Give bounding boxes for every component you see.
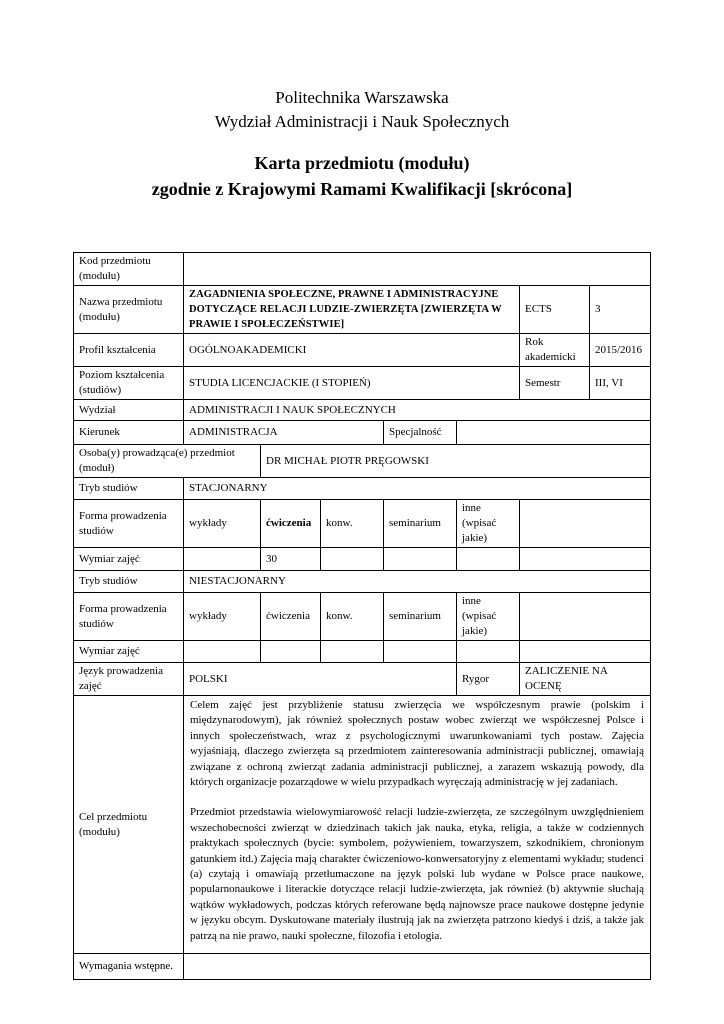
rygor-value: ZALICZENIE NA OCENĘ — [520, 663, 651, 696]
table-row-wymagania — [74, 954, 651, 980]
inne-label: inne (wpisać jakie) — [457, 593, 520, 641]
wydzial-value: ADMINISTRACJI I NAUK SPOŁECZNYCH — [184, 400, 651, 421]
jezyk-value: POLSKI — [184, 663, 457, 696]
wymagania-label: Wymagania wstępne. — [74, 954, 184, 980]
wymiar-wyklady — [184, 548, 261, 571]
university-name: Politechnika Warszawska — [275, 88, 449, 107]
wymiar-label: Wymiar zajęć — [74, 548, 184, 571]
cel-description — [184, 696, 651, 954]
tryb-label: Tryb studiów — [74, 478, 184, 500]
forma-extra-cell — [520, 500, 651, 548]
table-row-tryb-niestacjonarny — [74, 571, 651, 593]
wymiar-seminarium — [384, 548, 457, 571]
inne-label: inne (wpisać jakie) — [457, 500, 520, 548]
cwiczenia-label: ćwiczenia — [261, 593, 321, 641]
document-title-block — [0, 150, 724, 202]
wydzial-label: Wydział — [74, 400, 184, 421]
tryb-label: Tryb studiów — [74, 571, 184, 593]
table-row-osoba — [74, 445, 651, 478]
cwiczenia-label: ćwiczenia — [261, 500, 321, 548]
forma-extra-cell — [520, 593, 651, 641]
seminarium-label: seminarium — [384, 500, 457, 548]
semestr-label: Semestr — [520, 367, 590, 400]
wymiar-wyklady — [184, 641, 261, 663]
wymiar-extra-cell — [520, 641, 651, 663]
kod-value — [184, 253, 651, 286]
wymagania-value — [184, 954, 651, 980]
table-row-profil — [74, 334, 651, 367]
jezyk-label: Język prowadzenia zajęć — [74, 663, 184, 696]
seminarium-label: seminarium — [384, 593, 457, 641]
rok-label: Rok akademicki — [520, 334, 590, 367]
table-row-kod — [74, 253, 651, 286]
osoba-value: DR MICHAŁ PIOTR PRĘGOWSKI — [261, 445, 651, 478]
poziom-value: STUDIA LICENCJACKIE (I STOPIEŃ) — [184, 367, 520, 400]
poziom-label: Poziom kształcenia (studiów) — [74, 367, 184, 400]
cel-paragraph-2: Przedmiot przedstawia wielowymiarowość relacji ludzie-zwierzęta, ze szczególnym uwzględnieniem wszechobecności zwierząt w dziedzinach takich jak nauka, etyka, religia, a także w codziennych praktykach społecznych (bycie: symbolem, pożywieniem, towarzyszem, szkodnikiem, chronionym gatunkiem itd.) Zajęcia mają charakter ćwiczeniowo-konwersatoryjny z elementami wykładu; studenci (a) czytają i omawiają przetłumaczone na język polski lub wydane w Polsce prace naukowe, popularnonaukowe i literackie dotyczące relacji ludzie-zwierzęta, jak również (b) aktywnie słuchają wątków wykładowych, podczas których referowane będą najnowsze prace naukowe dostępne jedynie w języku obcym. Dyskutowane materiały ilustrują jak na zwierzęta patrzono kiedyś i dziś, a także jak patrzą na nie prawo, nauki społeczne, filozofia i etologia. — [190, 806, 644, 942]
table-row-nazwa — [74, 286, 651, 334]
profil-label: Profil kształcenia — [74, 334, 184, 367]
table-row-kierunek — [74, 421, 651, 445]
document-header — [0, 86, 724, 134]
nazwa-value: ZAGADNIENIA SPOŁECZNE, PRAWNE I ADMINISTRACYJNE DOTYCZĄCE RELACJI LUDZIE-ZWIERZĘTA [ZWIERZĘTA W PRAWIE I SPOŁECZEŃSTWIE] — [184, 286, 520, 334]
course-card-table — [73, 252, 651, 980]
wyklady-label: wykłady — [184, 500, 261, 548]
ects-label: ECTS — [520, 286, 590, 334]
wymiar-label: Wymiar zajęć — [74, 641, 184, 663]
forma-label: Forma prowadzenia studiów — [74, 593, 184, 641]
semestr-value: III, VI — [590, 367, 651, 400]
wymiar-inne — [457, 548, 520, 571]
kod-label: Kod przedmiotu (modułu) — [74, 253, 184, 286]
wymiar-extra-cell — [520, 548, 651, 571]
faculty-name: Wydział Administracji i Nauk Społecznych — [214, 112, 510, 131]
wymiar-konw — [321, 548, 384, 571]
table-row-forma-stacjonarna — [74, 500, 651, 548]
osoba-label: Osoba(y) prowadząca(e) przedmiot (moduł) — [74, 445, 261, 478]
table-row-forma-niestacjonarna — [74, 593, 651, 641]
ects-value: 3 — [590, 286, 651, 334]
kierunek-label: Kierunek — [74, 421, 184, 445]
specjalnosc-value — [457, 421, 651, 445]
rok-value: 2015/2016 — [590, 334, 651, 367]
wymiar-seminarium — [384, 641, 457, 663]
rygor-label: Rygor — [457, 663, 520, 696]
profil-value: OGÓLNOAKADEMICKI — [184, 334, 520, 367]
table-row-tryb-stacjonarny — [74, 478, 651, 500]
table-row-wymiar-niestacjonarny — [74, 641, 651, 663]
table-row-cel — [74, 696, 651, 954]
wymiar-inne — [457, 641, 520, 663]
cel-label: Cel przedmiotu (modułu) — [74, 696, 184, 954]
wymiar-cwiczenia — [261, 641, 321, 663]
konw-label: konw. — [321, 500, 384, 548]
specjalnosc-label: Specjalność — [384, 421, 457, 445]
wymiar-cwiczenia: 30 — [261, 548, 321, 571]
table-row-poziom — [74, 367, 651, 400]
kierunek-value: ADMINISTRACJA — [184, 421, 384, 445]
wymiar-konw — [321, 641, 384, 663]
table-row-wymiar-stacjonarny — [74, 548, 651, 571]
forma-label: Forma prowadzenia studiów — [74, 500, 184, 548]
tryb-value: STACJONARNY — [184, 478, 651, 500]
nazwa-label: Nazwa przedmiotu (modułu) — [74, 286, 184, 334]
document-subtitle: zgodnie z Krajowymi Ramami Kwalifikacji [skrócona] — [151, 179, 573, 199]
document-title: Karta przedmiotu (modułu) — [254, 153, 470, 173]
konw-label: konw. — [321, 593, 384, 641]
table-row-jezyk — [74, 663, 651, 696]
table-row-wydzial — [74, 400, 651, 421]
cel-paragraph-1: Celem zajęć jest przybliżenie statusu zwierzęcia we współczesnym prawie (polskim i międzynarodowym), jak również społecznych postaw wobec zwierząt we współczesnej Polsce i innych społeczeństwach, wraz z psychologicznymi uwarunkowaniami tych postaw. Zajęcia wyjaśniają, dlaczego zwierzęta są przedmiotem zainteresowania administracji publicznej, omawiają związane z ochroną zwierząt zadania administracji publicznej, a zarazem wskazują powody, dla których organizacje pozarządowe w wielu przypadkach wyręczają administrację w jej zadaniach. — [190, 699, 644, 789]
tryb-value: NIESTACJONARNY — [184, 571, 651, 593]
wyklady-label: wykłady — [184, 593, 261, 641]
